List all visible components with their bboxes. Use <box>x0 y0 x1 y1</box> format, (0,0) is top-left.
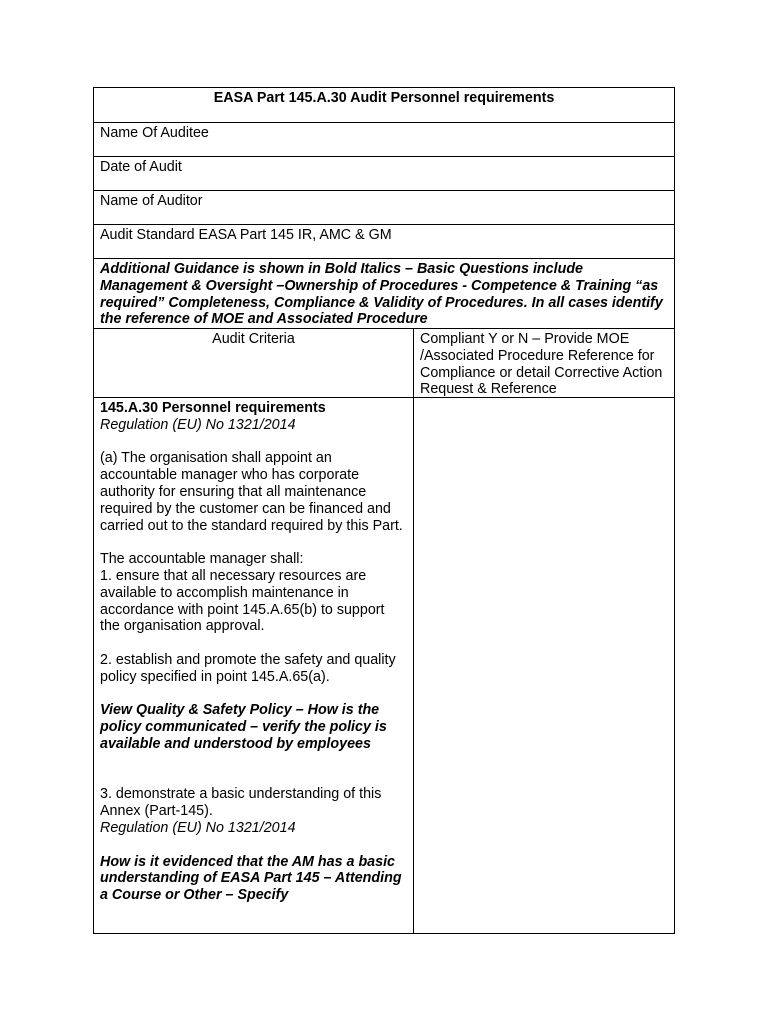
date-field: Date of Audit <box>93 156 675 190</box>
requirement-item-3: 3. demonstrate a basic understanding of this Annex (Part-145). <box>100 786 382 820</box>
criteria-cell <box>94 398 414 933</box>
regulation-reference-2: Regulation (EU) No 1321/2014 <box>100 819 296 836</box>
requirement-item-2: 2. establish and promote the safety and quality policy specified in point 145.A.65(a). <box>100 651 396 685</box>
criteria-heading: 145.A.30 Personnel requirements <box>100 400 326 416</box>
accountable-manager-intro: The accountable manager shall: <box>100 551 304 568</box>
compliance-cell <box>414 398 674 933</box>
criteria-row <box>93 397 675 934</box>
audit-criteria-header: Audit Criteria <box>94 329 414 397</box>
audit-checklist-table <box>93 87 675 934</box>
guidance-am-understanding: How is it evidenced that the AM has a basic understanding of EASA Part 145 – Attending a Course or Other – Specify <box>100 853 402 904</box>
auditor-field: Name of Auditor <box>93 190 675 224</box>
compliance-header: Compliant Y or N – Provide MOE /Associated Procedure Reference for Compliance or detail Corrective Action Request & Reference <box>420 331 663 398</box>
regulation-reference: Regulation (EU) No 1321/2014 <box>100 416 296 433</box>
guidance-quality-policy: View Quality & Safety Policy – How is the policy communicated – verify the policy is available and understood by employees <box>100 702 387 752</box>
column-headers <box>93 328 675 397</box>
auditee-field: Name Of Auditee <box>93 122 675 156</box>
additional-guidance: Additional Guidance is shown in Bold Italics – Basic Questions include Management & Oversight –Ownership of Procedures - Competence & Training “as required” Completeness, Compliance & Validity of Procedures. In all cases identify the reference of MOE and Associated Procedure <box>93 258 675 328</box>
audit-standard-field: Audit Standard EASA Part 145 IR, AMC & GM <box>93 224 675 258</box>
document-title: EASA Part 145.A.30 Audit Personnel requirements <box>93 87 675 122</box>
requirement-item-1: 1. ensure that all necessary resources are available to accomplish maintenance in accordance with point 145.A.65(b) to support the organisation approval. <box>100 567 385 635</box>
paragraph-a: (a) The organisation shall appoint an accountable manager who has corporate authority for ensuring that all maintenance required by the customer can be financed and carried out to the standard required by this Part. <box>100 450 403 534</box>
